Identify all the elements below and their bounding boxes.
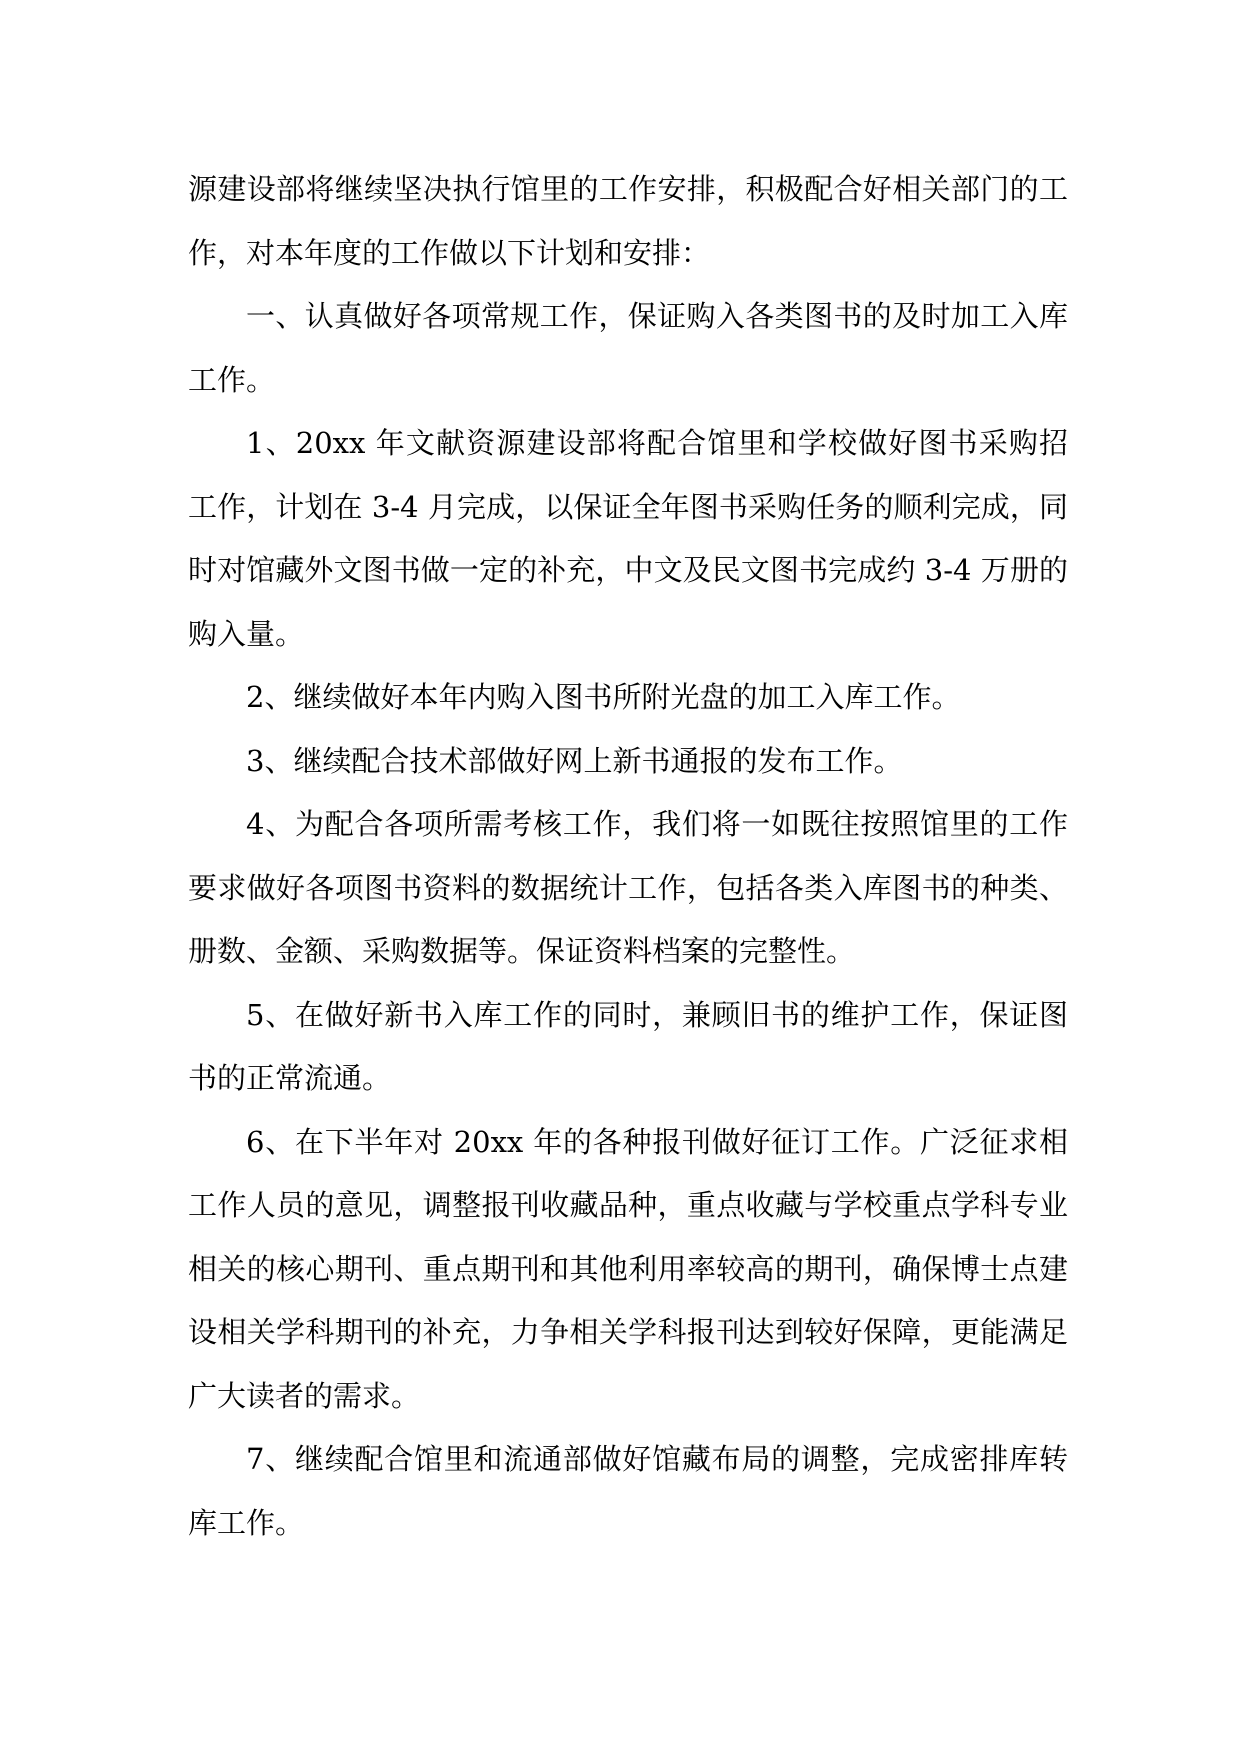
text-line: 购入量。 [188,616,305,651]
body-text [188,158,1068,1555]
list-item-3: 3、继续配合技术部做好网上新书通报的发布工作。 [246,743,903,778]
list-item-6: 6、在下半年对 20xx 年的各种报刊做好征订工作。广泛征求相 [246,1124,1068,1159]
section-heading-1: 一、认真做好各项常规工作，保证购入各类图书的及时加工入库 [246,299,1068,333]
list-item-2: 2、继续做好本年内购入图书所附光盘的加工入库工作。 [246,680,961,714]
text-line: 工作。 [188,362,276,397]
text-line: 工作，计划在 3-4 月完成，以保证全年图书采购任务的顺利完成，同 [188,489,1068,524]
text-line: 设相关学科期刊的补充，力争相关学科报刊达到较好保障，更能满足 [188,1315,1068,1349]
list-item-4: 4、为配合各项所需考核工作，我们将一如既往按照馆里的工作 [246,807,1068,841]
text-line: 工作人员的意见，调整报刊收藏品种，重点收藏与学校重点学科专业 [188,1188,1068,1222]
list-item-7: 7、继续配合馆里和流通部做好馆藏布局的调整，完成密排库转 [246,1442,1068,1476]
text-line: 相关的核心期刊、重点期刊和其他利用率较高的期刊，确保博士点建 [188,1251,1068,1286]
text-line: 作，对本年度的工作做以下计划和安排： [188,235,711,270]
text-line: 时对馆藏外文图书做一定的补充，中文及民文图书完成约 3-4 万册的 [188,553,1068,587]
list-item-1: 1、20xx 年文献资源建设部将配合馆里和学校做好图书采购招 [246,426,1068,460]
text-line: 库工作。 [188,1505,305,1540]
text-line: 书的正常流通。 [188,1061,392,1095]
text-line: 要求做好各项图书资料的数据统计工作，包括各类入库图书的种类、 [188,870,1068,905]
text-line: 源建设部将继续坚决执行馆里的工作安排，积极配合好相关部门的工 [188,172,1068,206]
text-line: 广大读者的需求。 [188,1378,421,1413]
list-item-5: 5、在做好新书入库工作的同时，兼顾旧书的维护工作，保证图 [246,997,1068,1032]
text-line: 册数、金额、采购数据等。保证资料档案的完整性。 [188,934,856,968]
